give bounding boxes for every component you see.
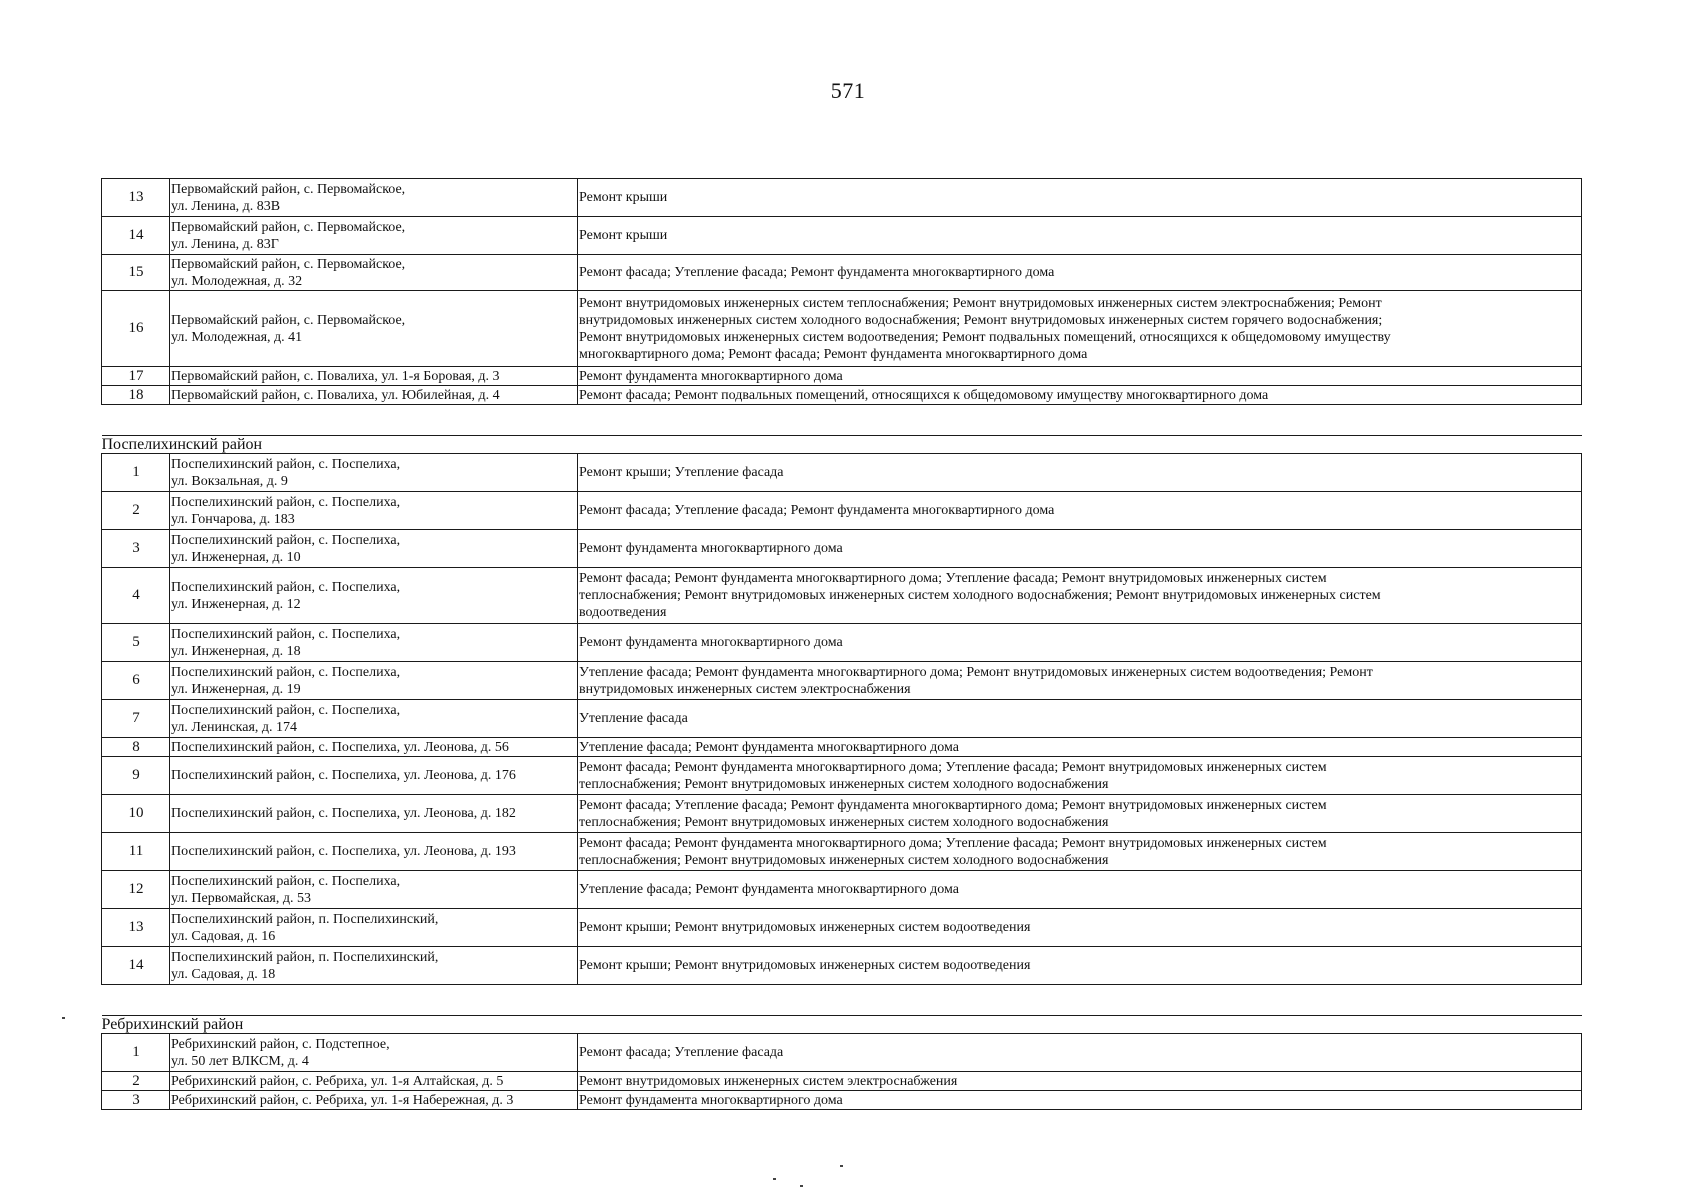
address-cell [170, 909, 578, 947]
works-line: внутридомовых инженерных систем холодного водоснабжения; Ремонт внутридомовых инженерных систем горячего водоснабжения; [579, 312, 1383, 328]
address-line: ул. Ленинская, д. 174 [171, 719, 298, 735]
district-heading: Ребрихинский район [102, 1016, 1582, 1034]
address-line: ул. Вокзальная, д. 9 [171, 473, 288, 489]
address-line: ул. Инженерная, д. 18 [171, 643, 301, 659]
works-cell [578, 454, 1582, 492]
works-line: Ремонт фасада; Ремонт фундамента многоквартирного дома; Утепление фасада; Ремонт внутридомовых инженерных систем [579, 759, 1327, 775]
address-line: Поспелихинский район, с. Поспелиха, [171, 494, 401, 510]
row-number-cell: 11 [102, 833, 170, 871]
works-cell [578, 1034, 1582, 1072]
address-cell [170, 291, 578, 367]
table-row [102, 662, 1582, 700]
works-cell [578, 662, 1582, 700]
works-cell [578, 738, 1582, 757]
scan-speck [62, 1017, 65, 1019]
table-row [102, 871, 1582, 909]
row-number-cell: 15 [102, 255, 170, 291]
section-spacer-cell [102, 985, 1582, 1016]
works-line: Ремонт крыши; Ремонт внутридомовых инженерных систем водоотведения [579, 920, 1031, 935]
works-cell [578, 909, 1582, 947]
address-line: Поспелихинский район, с. Поспелиха, [171, 702, 401, 718]
address-cell [170, 662, 578, 700]
repair-works-table-body [102, 179, 1582, 1110]
works-line: теплоснабжения; Ремонт внутридомовых инженерных систем холодного водоснабжения [579, 852, 1109, 868]
row-number-cell: 9 [102, 757, 170, 795]
table-row [102, 367, 1582, 386]
works-line: Ремонт фасада; Ремонт подвальных помещений, относящихся к общедомовому имуществу многоквартирного дома [579, 387, 1269, 403]
works-cell [578, 700, 1582, 738]
address-line: Первомайский район, с. Первомайское, [171, 256, 406, 272]
row-number-cell: 7 [102, 700, 170, 738]
row-number-cell: 14 [102, 947, 170, 985]
address-cell [170, 179, 578, 217]
scan-speck [773, 1178, 776, 1180]
table-row [102, 700, 1582, 738]
table-row [102, 255, 1582, 291]
address-line: ул. Молодежная, д. 32 [171, 273, 303, 289]
works-line: Ремонт крыши; Ремонт внутридомовых инженерных систем водоотведения [579, 958, 1031, 973]
works-cell [578, 291, 1582, 367]
row-number-cell: 18 [102, 386, 170, 405]
address-cell [170, 738, 578, 757]
page-number: 571 [830, 78, 866, 103]
table-row [102, 833, 1582, 871]
address-cell [170, 217, 578, 255]
section-spacer [102, 405, 1582, 436]
table-row [102, 386, 1582, 405]
address-line: Поспелихинский район, с. Поспелиха, ул. Леонова, д. 176 [171, 768, 516, 783]
address-line: Поспелихинский район, с. Поспелиха, [171, 626, 401, 642]
works-cell [578, 367, 1582, 386]
works-cell [578, 871, 1582, 909]
works-cell [578, 795, 1582, 833]
works-cell [578, 179, 1582, 217]
address-line: ул. Садовая, д. 18 [171, 966, 276, 982]
table-row [102, 757, 1582, 795]
works-line: Ремонт фундамента многоквартирного дома [579, 635, 843, 650]
address-line: ул. Инженерная, д. 12 [171, 596, 301, 612]
works-line: Ремонт фасада; Утепление фасада [579, 1045, 784, 1060]
address-line: Поспелихинский район, с. Поспелиха, [171, 873, 401, 889]
works-cell [578, 947, 1582, 985]
address-line: Ребрихинский район, с. Подстепное, [171, 1036, 390, 1052]
works-line: Ремонт фундамента многоквартирного дома [579, 368, 843, 384]
address-cell [170, 568, 578, 624]
address-line: Поспелихинский район, с. Поспелиха, ул. Леонова, д. 56 [171, 739, 509, 755]
table-row [102, 624, 1582, 662]
address-cell [170, 795, 578, 833]
works-line: Утепление фасада; Ремонт фундамента многоквартирного дома; Ремонт внутридомовых инженерных систем водоотведения; Ремонт [579, 664, 1373, 680]
address-cell [170, 492, 578, 530]
address-line: Поспелихинский район, с. Поспелиха, ул. Леонова, д. 182 [171, 806, 516, 821]
works-line: Ремонт крыши; Утепление фасада [579, 465, 784, 480]
address-cell [170, 454, 578, 492]
row-number-cell: 3 [102, 530, 170, 568]
table-row [102, 909, 1582, 947]
address-cell [170, 1034, 578, 1072]
works-cell [578, 492, 1582, 530]
row-number-cell: 3 [102, 1091, 170, 1110]
works-cell [578, 833, 1582, 871]
row-number-cell: 16 [102, 291, 170, 367]
works-line: Ремонт внутридомовых инженерных систем водоотведения; Ремонт подвальных помещений, относящихся к общедомовому имуществу [579, 329, 1391, 345]
works-line: Ремонт фасада; Ремонт фундамента многоквартирного дома; Утепление фасада; Ремонт внутридомовых инженерных систем [579, 571, 1327, 586]
address-cell [170, 947, 578, 985]
row-number-cell: 13 [102, 909, 170, 947]
works-line: теплоснабжения; Ремонт внутридомовых инженерных систем холодного водоснабжения [579, 814, 1109, 830]
repair-works-table [101, 178, 1582, 1110]
address-line: ул. Ленина, д. 83Г [171, 236, 279, 252]
table-row [102, 1072, 1582, 1091]
table-row [102, 795, 1582, 833]
district-heading: Поспелихинский район [102, 436, 1582, 454]
district-header-row [102, 1016, 1582, 1034]
works-line: Утепление фасада; Ремонт фундамента многоквартирного дома [579, 739, 959, 755]
row-number-cell: 12 [102, 871, 170, 909]
works-line: Утепление фасада [579, 711, 688, 726]
district-header-row [102, 436, 1582, 454]
address-line: Поспелихинский район, с. Поспелиха, [171, 532, 401, 548]
works-cell [578, 530, 1582, 568]
address-line: ул. Ленина, д. 83В [171, 198, 281, 214]
works-line: Ремонт фасада; Утепление фасада; Ремонт фундамента многоквартирного дома [579, 503, 1055, 518]
works-line: Ремонт крыши [579, 190, 668, 205]
row-number-cell: 17 [102, 367, 170, 386]
table-row [102, 179, 1582, 217]
repair-works-table-container [101, 178, 1581, 1110]
address-cell [170, 833, 578, 871]
address-line: Первомайский район, с. Повалиха, ул. Юбилейная, д. 4 [171, 387, 500, 403]
row-number-cell: 5 [102, 624, 170, 662]
table-row [102, 492, 1582, 530]
works-line: Ремонт внутридомовых инженерных систем теплоснабжения; Ремонт внутридомовых инженерных систем электроснабжения; Ремонт [579, 295, 1382, 311]
works-cell [578, 255, 1582, 291]
table-row [102, 568, 1582, 624]
scan-speck [840, 1165, 843, 1167]
row-number-cell: 13 [102, 179, 170, 217]
row-number-cell: 1 [102, 1034, 170, 1072]
works-line: Ремонт фасада; Утепление фасада; Ремонт фундамента многоквартирного дома [579, 265, 1055, 280]
address-line: Ребрихинский район, с. Ребриха, ул. 1-я Алтайская, д. 5 [171, 1073, 504, 1089]
row-number-cell: 4 [102, 568, 170, 624]
works-line: Ремонт фундамента многоквартирного дома [579, 541, 843, 556]
address-line: ул. 50 лет ВЛКСМ, д. 4 [171, 1053, 309, 1069]
works-line: внутридомовых инженерных систем электроснабжения [579, 681, 911, 697]
address-cell [170, 871, 578, 909]
address-line: Первомайский район, с. Первомайское, [171, 181, 406, 197]
address-line: Поспелихинский район, с. Поспелиха, [171, 579, 401, 595]
address-line: Первомайский район, с. Повалиха, ул. 1-я Боровая, д. 3 [171, 368, 500, 384]
row-number-cell: 6 [102, 662, 170, 700]
address-line: ул. Молодежная, д. 41 [171, 329, 303, 345]
address-cell [170, 1072, 578, 1091]
address-line: ул. Садовая, д. 16 [171, 928, 276, 944]
table-row [102, 291, 1582, 367]
address-cell [170, 367, 578, 386]
address-line: Поспелихинский район, п. Поспелихинский, [171, 949, 439, 965]
works-line: теплоснабжения; Ремонт внутридомовых инженерных систем холодного водоснабжения; Ремонт внутридомовых инженерных систем [579, 588, 1381, 603]
address-line: ул. Первомайская, д. 53 [171, 890, 311, 906]
address-line: Первомайский район, с. Первомайское, [171, 219, 406, 235]
address-line: ул. Инженерная, д. 19 [171, 681, 301, 697]
address-cell [170, 255, 578, 291]
row-number-cell: 14 [102, 217, 170, 255]
works-line: Ремонт фасада; Ремонт фундамента многоквартирного дома; Утепление фасада; Ремонт внутридомовых инженерных систем [579, 835, 1327, 851]
table-row [102, 1091, 1582, 1110]
section-spacer-cell [102, 405, 1582, 436]
address-cell [170, 757, 578, 795]
works-line: водоотведения [579, 605, 667, 620]
works-line: Ремонт внутридомовых инженерных систем электроснабжения [579, 1073, 958, 1089]
table-row [102, 738, 1582, 757]
address-cell [170, 700, 578, 738]
row-number-cell: 8 [102, 738, 170, 757]
table-row [102, 530, 1582, 568]
address-line: Поспелихинский район, с. Поспелиха, ул. Леонова, д. 193 [171, 844, 516, 859]
address-cell [170, 1091, 578, 1110]
table-row [102, 217, 1582, 255]
address-cell [170, 530, 578, 568]
address-cell [170, 386, 578, 405]
address-line: Ребрихинский район, с. Ребриха, ул. 1-я Набережная, д. 3 [171, 1092, 514, 1108]
address-line: Первомайский район, с. Первомайское, [171, 312, 406, 328]
works-cell [578, 386, 1582, 405]
table-row [102, 1034, 1582, 1072]
scan-speck [800, 1185, 803, 1187]
works-cell [578, 217, 1582, 255]
address-line: Поспелихинский район, с. Поспелиха, [171, 664, 401, 680]
address-line: ул. Инженерная, д. 10 [171, 549, 301, 565]
address-line: ул. Гончарова, д. 183 [171, 511, 295, 527]
table-row [102, 454, 1582, 492]
works-line: Утепление фасада; Ремонт фундамента многоквартирного дома [579, 882, 959, 897]
works-cell [578, 1072, 1582, 1091]
row-number-cell: 10 [102, 795, 170, 833]
works-cell [578, 624, 1582, 662]
section-spacer [102, 985, 1582, 1016]
row-number-cell: 2 [102, 1072, 170, 1091]
table-row [102, 947, 1582, 985]
address-line: Поспелихинский район, с. Поспелиха, [171, 456, 401, 472]
works-cell [578, 1091, 1582, 1110]
works-cell [578, 568, 1582, 624]
works-line: Ремонт фундамента многоквартирного дома [579, 1092, 843, 1108]
address-line: Поспелихинский район, п. Поспелихинский, [171, 911, 439, 927]
works-line: Ремонт фасада; Утепление фасада; Ремонт фундамента многоквартирного дома; Ремонт внутридомовых инженерных систем [579, 797, 1327, 813]
row-number-cell: 1 [102, 454, 170, 492]
row-number-cell: 2 [102, 492, 170, 530]
works-line: многоквартирного дома; Ремонт фасада; Ремонт фундамента многоквартирного дома [579, 346, 1088, 362]
works-line: Ремонт крыши [579, 228, 668, 243]
works-cell [578, 757, 1582, 795]
works-line: теплоснабжения; Ремонт внутридомовых инженерных систем холодного водоснабжения [579, 776, 1109, 792]
address-cell [170, 624, 578, 662]
